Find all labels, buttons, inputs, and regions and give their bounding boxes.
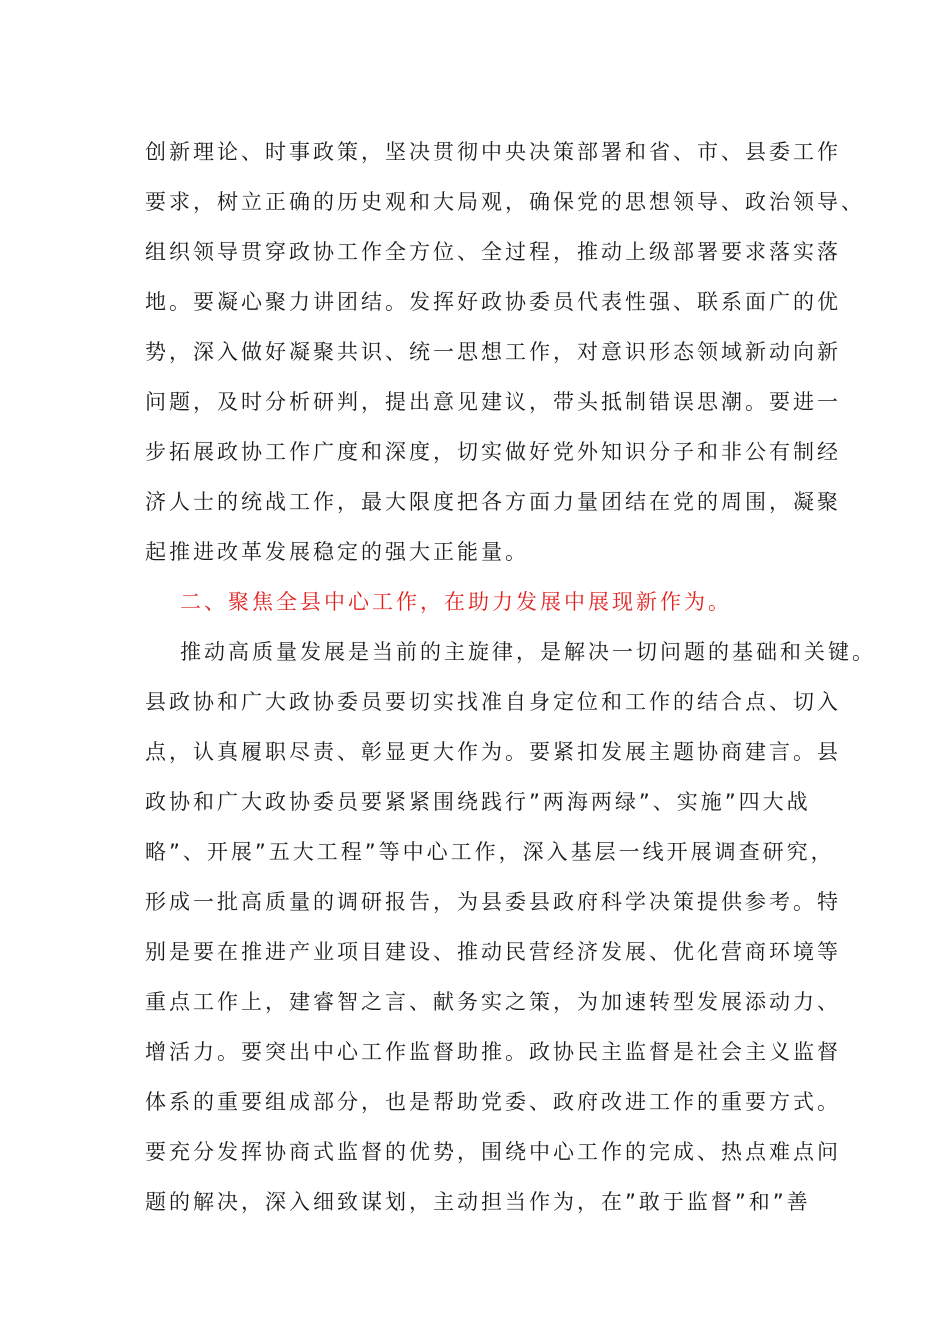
- body-text-line: 起推进改革发展稳定的强大正能量。: [145, 540, 529, 564]
- body-text-line: 形成一批高质量的调研报告，为县委县政府科学决策提供参考。特: [145, 890, 841, 914]
- body-text-line: 点，认真履职尽责、彰显更大作为。要紧扣发展主题协商建言。县: [145, 740, 841, 764]
- body-text-line: 济人士的统战工作，最大限度把各方面力量团结在党的周围，凝聚: [145, 490, 841, 514]
- body-text-line: 创新理论、时事政策，坚决贯彻中央决策部署和省、市、县委工作: [145, 140, 841, 164]
- body-text-line: 体系的重要组成部分，也是帮助党委、政府改进工作的重要方式。: [145, 1090, 841, 1114]
- body-text-line: 别是要在推进产业项目建设、推动民营经济发展、优化营商环境等: [145, 940, 841, 964]
- body-text-line: 重点工作上，建睿智之言、献务实之策，为加速转型发展添动力、: [145, 990, 841, 1014]
- body-text-line: 要充分发挥协商式监督的优势，围绕中心工作的完成、热点难点问: [145, 1140, 841, 1164]
- body-text-line: 组织领导贯穿政协工作全方位、全过程，推动上级部署要求落实落: [145, 240, 841, 264]
- body-text-line: 要求，树立正确的历史观和大局观，确保党的思想领导、政治领导、: [145, 190, 865, 214]
- body-text-line: 增活力。要突出中心工作监督助推。政协民主监督是社会主义监督: [145, 1040, 841, 1064]
- body-text-line: 问题，及时分析研判，提出意见建议，带头抵制错误思潮。要进一: [145, 390, 841, 414]
- body-text-line: 政协和广大政协委员要紧紧围绕践行”两海两绿”、实施”四大战: [145, 790, 811, 814]
- section-heading: 二、聚焦全县中心工作，在助力发展中展现新作为。: [180, 590, 732, 614]
- body-text-line: 地。要凝心聚力讲团结。发挥好政协委员代表性强、联系面广的优: [145, 290, 841, 314]
- body-text-line: 略”、开展”五大工程”等中心工作，深入基层一线开展调查研究，: [145, 840, 835, 864]
- body-text-line: 题的解决，深入细致谋划，主动担当作为，在”敢于监督”和”善: [145, 1190, 811, 1214]
- body-text-line: 县政协和广大政协委员要切实找准自身定位和工作的结合点、切入: [145, 690, 841, 714]
- body-text-line: 势，深入做好凝聚共识、统一思想工作，对意识形态领域新动向新: [145, 340, 841, 364]
- paragraph-first-line: 推动高质量发展是当前的主旋律，是解决一切问题的基础和关键。: [180, 640, 876, 664]
- body-text-line: 步拓展政协工作广度和深度，切实做好党外知识分子和非公有制经: [145, 440, 841, 464]
